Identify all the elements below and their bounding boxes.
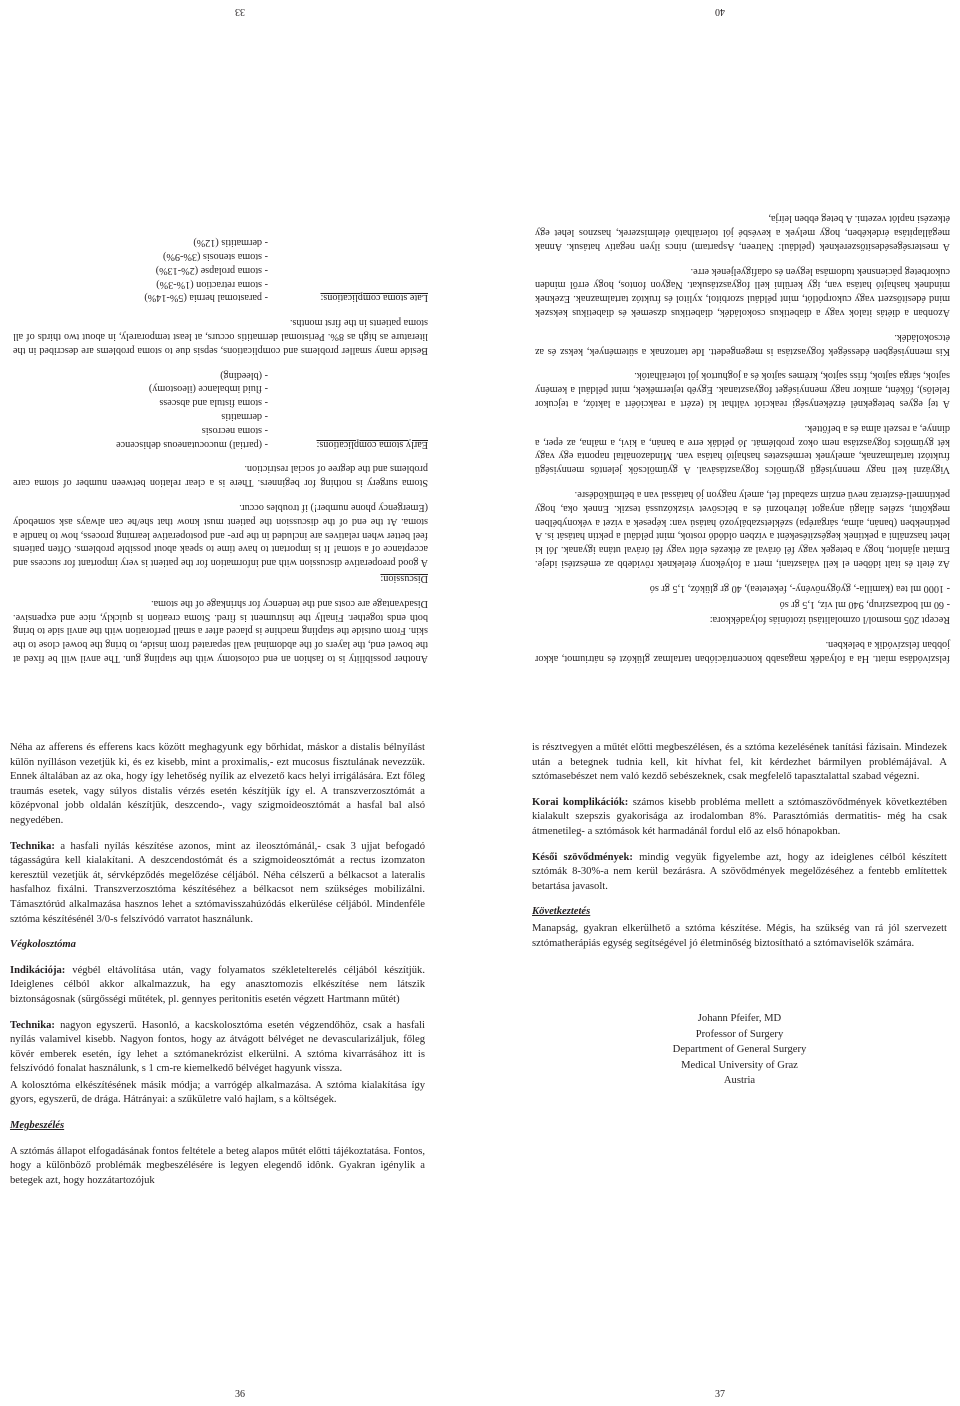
paragraph: A good preoperative discussion with and information for the patient is very important for success and acceptance of a stoma! It is important to have time to speak about possible problems. Often patients feel better when relatives are included in the pre- and postoperative learning process, how to handle a stoma. At the end of the discussion the patient must know that she/he can always ask somebody (Emergency phone number!) if troubles occur. [13, 502, 428, 569]
bold-label: Indikációja: [10, 964, 66, 976]
paragraph-text: a hasfali nyílás készítése azonos, mint az ileosztómánál,- csak 3 ujjat befogadó tágasságúra kell kialakítani. A deszcendostómát és a szigmoideosztómát a rectus izomzaton keresztül vezetjük át, sérvképződés megelőzése céljából. Néha célszerű a bélkacsot a lateralis hasfalhoz fixálni. Transzverzosztóma készítéséhez a bélkacsot nem szükséges mobilizálni. Támasztórúd alkalmazása hasznos lehet a sztómavisszahúzódás elkerülése céljából. Mindenféle sztóma készítésénél 3/0-s felszívódó varratot használunk. [10, 840, 425, 925]
list-item: - stoma necrosis [201, 424, 268, 436]
page-37 [480, 703, 960, 1406]
paragraph: Manapság, gyakran elkerülhető a sztóma készítése. Mégis, ha szükség van rá jól szervezett sztómatherápiás egység segítségével jó életminőség biztosítható a sztómaviselők számára. [532, 922, 947, 949]
discussion-heading: Discussion: [380, 573, 428, 585]
paragraph: Stoma surgery is nothing for beginners. There is a clear relation between number of stoma care problems and the degree of social restriction. [13, 463, 428, 489]
late-complications-list [13, 235, 428, 304]
paragraph [10, 840, 425, 928]
author-signature-block [532, 1011, 947, 1089]
list-item [13, 437, 428, 451]
paragraph: Another possibility is to fashion an end colostomy with the stapling gun. The anvil will be fixed at the bowel end, the layers of the abdominal wall separated from inside, to bring the bowel close to the skin. From outside the stapling machine is placed after a small perforation with the anvil side to bring both ends together. Finally the instrument is fired. Stoma creation is quickly, nice and expensive. Disadvantage are costs and the tendency for shrinkage of the stoma. [13, 597, 428, 664]
section-heading: Végkolosztóma [10, 939, 76, 951]
paragraph: Kis mennyiségben édességek fogyasztása is megengedett. Ide tartoznak a sütemények, keksz és az étcsokoládék. [535, 331, 950, 357]
page-33 [0, 0, 480, 703]
list-item: - stoma prolapse (2%-13%) [155, 264, 268, 276]
section-heading: Megbeszélés [10, 1120, 65, 1132]
author-university: Medical University of Graz [681, 1059, 798, 1071]
page-33-column [13, 224, 428, 665]
paragraph-text: végbél eltávolítása után, vagy folyamatos székletelterelés céljából készítjük. Ideiglenes célból akkor alkalmazzuk, ha egy anasztomozis elkészítése nem látszik biztonságosnak (sürgősségi műtétek, pl. gennyes peritonitis esetén végzett Hartmann műtét) [10, 964, 425, 1005]
author-name: Johann Pfeifer, MD [697, 1013, 782, 1025]
page-number: 33 [235, 6, 245, 17]
list-item: - stoma stenosis (3%-9%) [163, 251, 268, 263]
page-number: 40 [715, 6, 725, 17]
recipe-item: - 60 ml bodzaszirup, 940 ml víz, 1,5 gr só [779, 598, 950, 610]
list-item: - stoma fistula and abscess [159, 397, 268, 409]
paragraph: Azonban a diétás italok vagy a diabetikus csokoládék, diabetikus dzsemek és diabetikus kekszek mind édesítőszert vagy cukorpótlót, mint például szorbitol, xylitol és fruktóz tartalmaznak. Ezeknek mindnek hashajtó hatása van, így kerülni kell fogyasztásukat. Nagyon fontos, hogy erről minden cukorbeteg páciensnek tudomása legyen és odafigyeljenek erre. [535, 265, 950, 319]
paragraph: felszívódása miatt. Ha a folyadék magasabb koncentrációban tartalmaz glükózt és nátriumot, akkor jobban felszívódik a belekben. [535, 639, 950, 664]
bold-label: Technika: [10, 840, 55, 852]
bold-label: Késői szövődmények: [532, 851, 633, 863]
bold-label: Korai komplikációk: [532, 796, 629, 808]
early-label: Early stoma complications: [316, 438, 428, 450]
paragraph: Beside many smaller problems and complications, sepsis due to stoma problems are described in the literature as high as 8%. Peristomal dermatitis occurs, at least temporarely, in about two thirds of all stoma patients in the first months. [13, 317, 428, 356]
paragraph [532, 851, 947, 895]
paragraph: A kolosztóma elkészítésének másik módja; a varrógép alkalmazása. A sztóma kialakítása így gyors, egyszerű, de drága. Hátrányai: a szűkületre való hajlam, s a költségek. [10, 1079, 425, 1106]
upright-spread [0, 703, 960, 1406]
list-item: - (bleeding) [220, 369, 268, 381]
author-title: Professor of Surgery [695, 1028, 784, 1040]
list-item: - fluid imbalance (ileostomy) [148, 383, 268, 395]
page-number: 36 [235, 1389, 245, 1400]
paragraph-text: nagyon egyszerű. Hasonló, a kacskolosztóma esetén végzendőhöz, csak a hasfali nyílás valamivel kisebb. Nagyon fontos, hogy az átvágott bélvéget ne devascularizáljuk, főleg kövér emberek esetén, így lehet a sztómanekrózist elkerülni. A sztóma kivarrásához itt is felszívódó fonalat használunk, s 1 cm-re kiemelkedő bélvéget hagyunk vissza. [10, 1019, 425, 1075]
paragraph-text: számos kisebb probléma mellett a sztómaszövődmények következtében kialakult szepszis gyakorisága az irodalomban 8%. Parasztómiás dermatitis- még ha csak átmenetileg- a sztómások két harmadánál fordul elő az első hónapokban. [532, 796, 947, 837]
paragraph [10, 964, 425, 1008]
recipe-item: - 1000 ml tea (kamilla-, gyógynövény-, feketetea), 40 gr glükóz, 1,5 gr só [649, 582, 950, 594]
paragraph: A tej egyes betegeknél érzékenységi reakciót válthat ki (ezért a reakcióért a laktóz, a tejcukor felelős), főként, amikor nagy mennyiséget fogyasztanak. Egyéb tejtermékek, mint például a kemény sajtok, sárga sajtok, friss sajtok, krémes sajtok és a joghurtok jól tolerálhatók. [535, 370, 950, 410]
bold-label: Technika: [10, 1019, 55, 1031]
paragraph-text: mindig vegyük figyelembe azt, hogy az ideiglenes célból készített sztómák 8-30%-a nem kerül bezárásra. A szövődmények megelőzéséhez a fentebb említettek betartása javasolt. [532, 851, 947, 892]
list-item: - dermatitis (12%) [193, 237, 268, 249]
paragraph: A mesterségesédesítőszereknek (például: Natreen, Aspartam) nincs ilyen negatív hatásuk. Annak megállapítása érdekében, hogy melyek a kevésbé jól tolerálható élelmiszerek, hasznos lehet egy étkezési naplót vezetni. A beteg ebben leírja, [535, 213, 950, 252]
early-complications-list [13, 368, 428, 451]
paragraph [532, 796, 947, 840]
paragraph: is résztvegyen a műtét előtti megbeszélésen, és a sztóma kezelésének tanítási fázisain. Mindezek után a betegnek tudnia kell, kit hívhat fel, kit kérdezhet bármilyen problémájával. A sztómasebészet nem való kezdő sebészeknek, csak megfelelő tapasztalattal szabad végezni. [532, 742, 947, 783]
page-36-column [10, 741, 425, 1199]
list-item-text: - parastomal hernia (5%-14%) [144, 292, 268, 304]
list-item-text: - (partial) mucocutaneous dehiscence [116, 438, 268, 450]
paragraph: Vigyázni kell nagy mennyiségű gyümölcs fogyasztásával. A gyümölcsök jelentős mennyiségű fruktózt tartalmaznak, amelynek természetes hashajtó hatása van. Mindazonáltal naponta egy vagy két gyümölcs fogyasztása nem okoz problémát. Jó példák erre a banán, a kivi, a málna, az eper, a dinnye, a reszelt alma és a befőttek. [535, 422, 950, 476]
page-number: 37 [715, 1389, 725, 1400]
author-country: Austria [723, 1075, 756, 1087]
list-item: - stoma retraction (1%-3%) [156, 278, 268, 290]
paragraph: Néha az afferens és efferens kacs között meghagyunk egy bőrhidat, máskor a distalis bélnyílást külön nyílláson vezetjük ki, és ez kisebb, mint a proximalis,- ezt mucosus fisztulának nevezzük. Ennek általában az az oka, hogy így lehetőség nyílik az elvezető kacs helyi irrigálására. Ezt főleg traumás esetek, vagy súlyos distalis vérzés esetén készítjük így el. A transzverzosztómát a középvonal jobb oldalán készítjük, deszcendo-, vagy szigmoideosztómát a hasfal bal alsó negyedében. [10, 742, 425, 826]
page-37-column [532, 741, 947, 1089]
list-item: - dermatitis [221, 411, 268, 423]
list-item [13, 291, 428, 305]
author-department: Department of General Surgery [672, 1044, 807, 1056]
page-40-column [535, 200, 950, 665]
paragraph: A sztómás állapot elfogadásának fontos feltétele a beteg alapos műtét előtti tájékoztatása. Fontos, hogy a különböző problémák megbeszélésére is legyen elegendő idônk. Gyakran igénylik a betegek azt, hogy hozzátartozójuk [10, 1145, 425, 1186]
page-40 [480, 0, 960, 703]
late-label: Late stoma complications: [320, 292, 428, 304]
page-36 [0, 703, 480, 1406]
section-heading: Következtetés [532, 906, 591, 918]
recipe-title: Recept 205 mosmol/l ozmolalitású izotóniás folyadékkora: [709, 614, 950, 626]
paragraph [10, 1019, 425, 1077]
paragraph: Az ételt és italt időben el kell választani, mert a folyékony ételeknek rövidebb az emésztési ideje. Emiatt ajánlott, hogy a betegek vagy fél órával az étkezés előtt vagy fél órával utána igyanak. Jól ki lehet használni a pektinek kegészítéseként a vízben oldódó rostok, mint például a pektin hatását is. A pektinekben (banán, alma, sárgarépa) székletszabályozó hatású van: képesek a vizet a vékonybélben megkötni, széles állagú anyagot létrehozni és a bélcsövet viszkózussá teszik. Ennek oka, hogy pektinmell-észteráz nevű enzim szabadul fel, amely nagyon jó hatással van a bélműködésre. [535, 489, 950, 570]
